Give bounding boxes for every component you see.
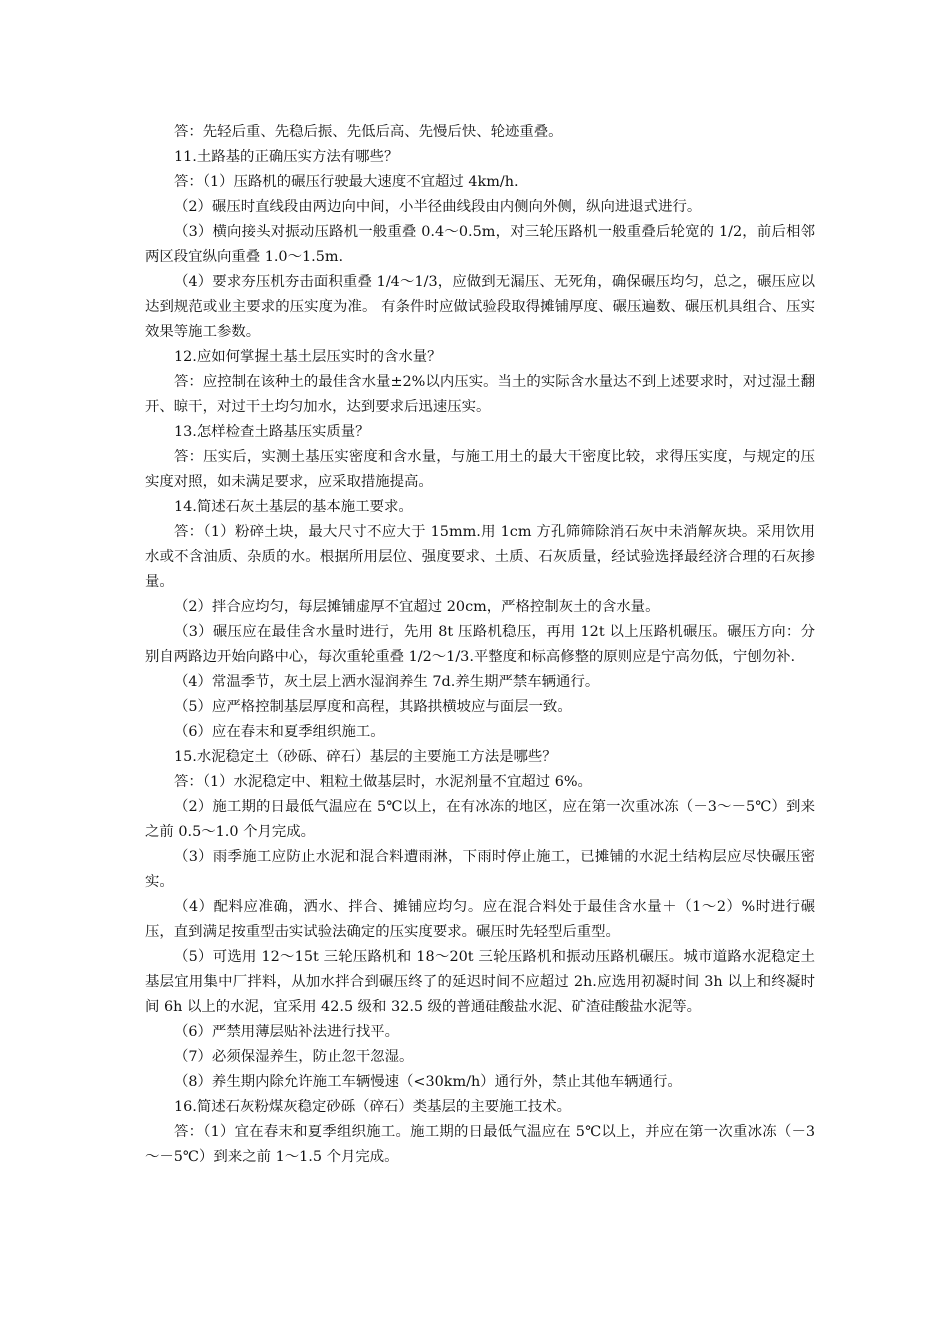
paragraph: （3）雨季施工应防止水泥和混合料遭雨淋，下雨时停止施工，已摊铺的水泥土结构层应尽快碾压密实。	[145, 849, 815, 890]
paragraph: （5）可选用 12～15t 三轮压路机和 18～20t 三轮压路机和振动压路机碾压。城市道路水泥稳定土基层宜用集中厂拌料，从加水拌合到碾压终了的延迟时间不应超过 2h.应选用初凝时间 3h 以上和终凝时间 6h 以上的水泥，宜采用 42.5 级和 32.5 级的普通硅酸盐水泥、矿渣硅酸盐水泥等。	[145, 949, 815, 1015]
paragraph: 答：（1）粉碎土块，最大尺寸不应大于 15mm.用 1cm 方孔筛筛除消石灰中未消解灰块。采用饮用水或不含油质、杂质的水。根据所用层位、强度要求、土质、石灰质量，经试验选择最经济合理的石灰掺量。	[145, 524, 815, 590]
paragraph: 答：（1）压路机的碾压行驶最大速度不宜超过 4km/h.	[174, 174, 519, 190]
paragraph: （5）应严格控制基层厚度和高程，其路拱横坡应与面层一致。	[174, 699, 572, 715]
paragraph: 答：（1）水泥稳定中、粗粒土做基层时，水泥剂量不宜超过 6%。	[174, 774, 592, 790]
paragraph: （4）要求夯压机夯击面积重叠 1/4～1/3，应做到无漏压、无死角，确保碾压均匀，总之，碾压应以达到规范或业主要求的压实度为准。 有条件时应做试验段取得摊铺厚度、碾压遍数、碾压机具组合、压实效果等施工参数。	[145, 274, 815, 340]
paragraph: （2）碾压时直线段由两边向中间，小半径曲线段由内侧向外侧，纵向进退式进行。	[174, 199, 702, 215]
paragraph: （4）常温季节，灰土层上洒水湿润养生 7d.养生期严禁车辆通行。	[174, 674, 600, 690]
paragraph: （6）应在春末和夏季组织施工。	[174, 724, 385, 740]
question-heading: 16.简述石灰粉煤灰稳定砂砾（碎石）类基层的主要施工技术。	[174, 1099, 572, 1115]
question-heading: 13.怎样检查土路基压实质量？	[174, 424, 370, 440]
paragraph: 答：应控制在该种土的最佳含水量±2%以内压实。当土的实际含水量达不到上述要求时，对过湿土翻开、晾干，对过干土均匀加水，达到要求后迅速压实。	[145, 374, 815, 415]
paragraph: （8）养生期内除允许施工车辆慢速（<30km/h）通行外，禁止其他车辆通行。	[174, 1074, 682, 1090]
document-page	[145, 120, 815, 1170]
paragraph: 答：先轻后重、先稳后振、先低后高、先慢后快、轮迹重叠。	[174, 124, 563, 140]
paragraph: （2）拌合应均匀，每层摊铺虚厚不宜超过 20cm，严格控制灰土的含水量。	[174, 599, 660, 615]
paragraph: 答：压实后，实测土基压实密度和含水量，与施工用土的最大干密度比较，求得压实度，与规定的压实度对照，如未满足要求，应采取措施提高。	[145, 449, 815, 490]
paragraph: （7）必须保湿养生，防止忽干忽湿。	[174, 1049, 414, 1065]
question-heading: 15.水泥稳定土（砂砾、碎石）基层的主要施工方法是哪些？	[174, 749, 557, 765]
paragraph: （4）配料应准确，洒水、拌合、摊铺应均匀。应在混合料处于最佳含水量＋（1～2）%时进行碾压，直到满足按重型击实试验法确定的压实度要求。碾压时先轻型后重型。	[145, 899, 815, 940]
question-heading: 12.应如何掌握土基土层压实时的含水量？	[174, 349, 442, 365]
paragraph: （3）碾压应在最佳含水量时进行，先用 8t 压路机稳压，再用 12t 以上压路机碾压。碾压方向：分别自两路边开始向路中心，每次重轮重叠 1/2～1/3.平整度和标高修整的原则应是宁高勿低，宁刨勿补.	[145, 624, 815, 665]
paragraph: （6）严禁用薄层贴补法进行找平。	[174, 1024, 400, 1040]
paragraph: （3）横向接头对振动压路机一般重叠 0.4～0.5m，对三轮压路机一般重叠后轮宽的 1/2，前后相邻两区段宜纵向重叠 1.0～1.5m.	[145, 224, 815, 265]
paragraph: 答：（1）宜在春末和夏季组织施工。施工期的日最低气温应在 5℃以上，并应在第一次重冰冻（－3～－5℃）到来之前 1～1.5 个月完成。	[145, 1124, 815, 1165]
question-heading: 14.简述石灰土基层的基本施工要求。	[174, 499, 413, 515]
paragraph: （2）施工期的日最低气温应在 5℃以上，在有冰冻的地区，应在第一次重冰冻（－3～－5℃）到来之前 0.5～1.0 个月完成。	[145, 799, 815, 840]
question-heading: 11.土路基的正确压实方法有哪些？	[174, 149, 399, 165]
